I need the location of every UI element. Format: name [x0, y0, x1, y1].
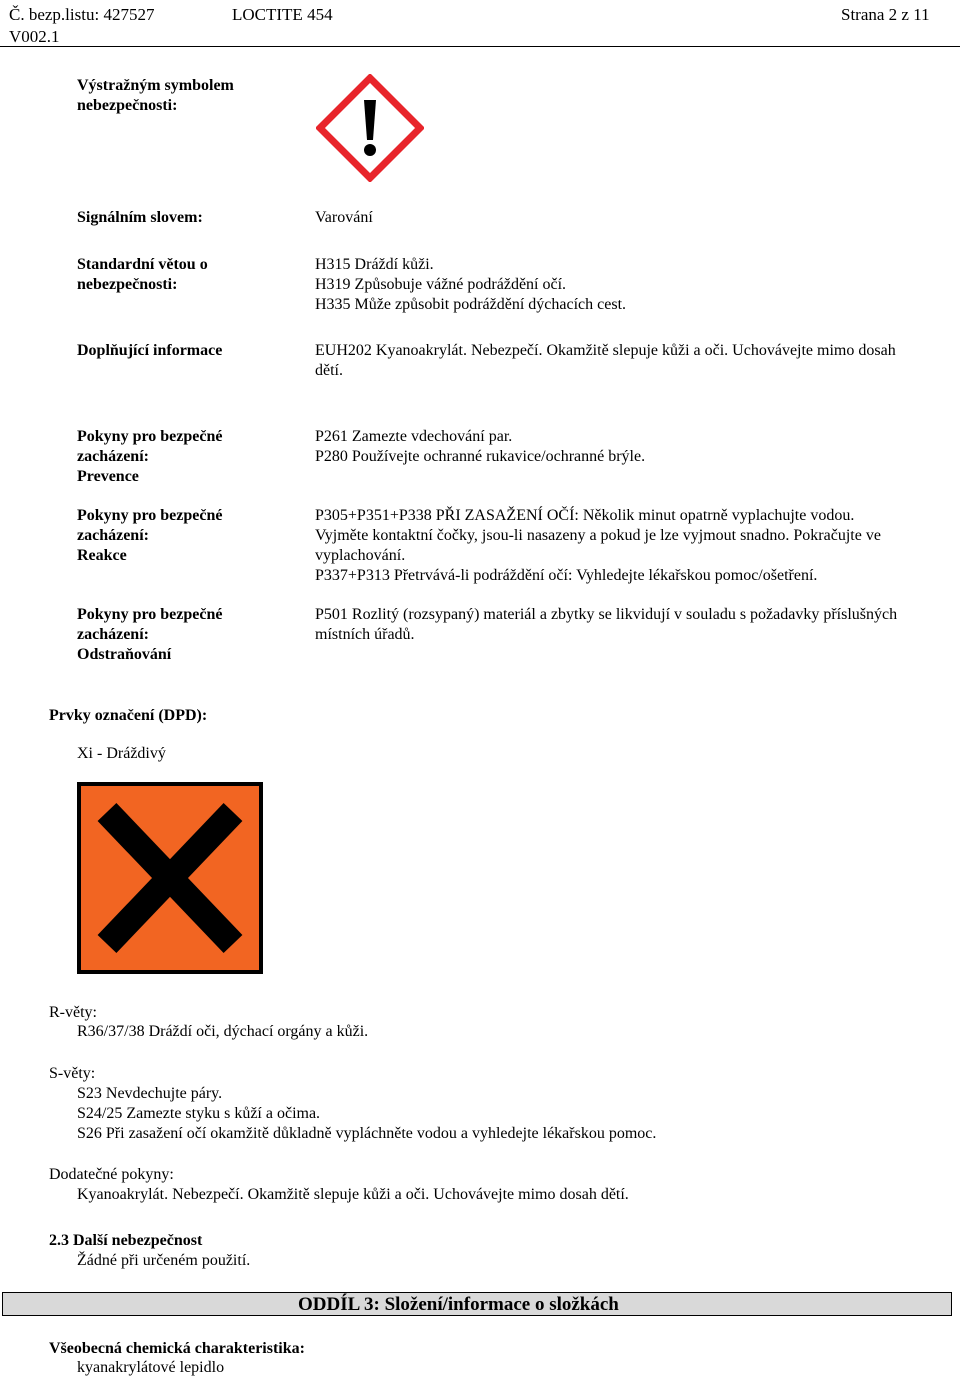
hazard-statement: H315 Dráždí kůži. [315, 256, 434, 273]
ghs07-exclamation-mark-icon [316, 74, 424, 182]
r-phrases-label: R-věty: [49, 1004, 97, 1021]
version: V002.1 [9, 27, 60, 46]
precaution-response-values: P305+P351+P338 PŘI ZASAŽENÍ OČÍ: Několik minut opatrně vyplachujte vodou. Vyjměte kontaktní čočky, jsou-li nasazeny a pokud je lze vyjmout snadno. Pokračujte ve vyplachování. P337+P313 Přetrvává-li podráždění očí: Vyhledejte lékařskou pomoc/ošetření. [315, 507, 881, 584]
precaution-disposal-label: Pokyny pro bezpečné zacházení: Odstraňování [77, 606, 223, 663]
hazard-statements [315, 255, 955, 315]
other-hazards-value: Žádné při určeném použití. [77, 1252, 251, 1269]
precaution-prevention-values: P261 Zamezte vdechování par. P280 Používejte ochranné rukavice/ochranné brýle. [315, 428, 646, 465]
hazard-statements-label: Standardní větou o nebezpečnosti: [77, 256, 208, 293]
hazard-statement: H319 Způsobuje vážné podráždění očí. [315, 276, 567, 293]
section-3-title: ODDÍL 3: Složení/informace o složkách [298, 1294, 619, 1315]
s-phrases-label: S-věty: [49, 1065, 96, 1082]
signal-word-value: Varování [315, 209, 373, 226]
other-hazards-heading: 2.3 Další nebezpečnost [49, 1232, 203, 1249]
chemical-characteristic-label: Všeobecná chemická charakteristika: [49, 1340, 305, 1357]
r-phrases: R36/37/38 Dráždí oči, dýchací orgány a kůži. [77, 1023, 369, 1040]
dpd-heading: Prvky označení (DPD): [49, 707, 208, 724]
dpd-symbol-name: Xi - Dráždivý [77, 745, 166, 762]
extra-instructions-label: Dodatečné pokyny: [49, 1166, 174, 1183]
xi-irritant-cross-icon [77, 782, 263, 974]
signal-word-label: Signálním slovem: [77, 209, 203, 226]
precaution-response-label: Pokyny pro bezpečné zacházení: Reakce [77, 507, 223, 564]
s-phrases: S23 Nevdechujte páry. S24/25 Zamezte styku s kůží a očima. S26 Při zasažení očí okamžitě důkladně vypláchněte vodou a vyhledejte lékařskou pomoc. [77, 1085, 657, 1142]
precaution-prevention-label: Pokyny pro bezpečné zacházení: Prevence [77, 428, 223, 485]
extra-instructions-value: Kyanoakrylát. Nebezpečí. Okamžitě slepuje kůži a oči. Uchovávejte mimo dosah dětí. [77, 1186, 629, 1203]
product-name: LOCTITE 454 [232, 5, 333, 24]
chemical-characteristic-value: kyanakrylátové lepidlo [77, 1359, 225, 1376]
doc-number: Č. bezp.listu: 427527 [9, 5, 155, 24]
page-number: Strana 2 z 11 [841, 5, 930, 24]
supplemental-info-value: EUH202 Kyanoakrylát. Nebezpečí. Okamžitě slepuje kůži a oči. Uchovávejte mimo dosah dětí. [315, 342, 896, 379]
hazard-statement: H335 Může způsobit podráždění dýchacích cest. [315, 296, 627, 313]
supplemental-info-label: Doplňující informace [77, 342, 223, 359]
pictogram-label: Výstražným symbolem nebezpečnosti: [77, 77, 234, 114]
precaution-disposal-values: P501 Rozlitý (rozsypaný) materiál a zbytky se likvidují v souladu s požadavky příslušných místních úřadů. [315, 606, 898, 643]
header-divider [0, 46, 960, 47]
